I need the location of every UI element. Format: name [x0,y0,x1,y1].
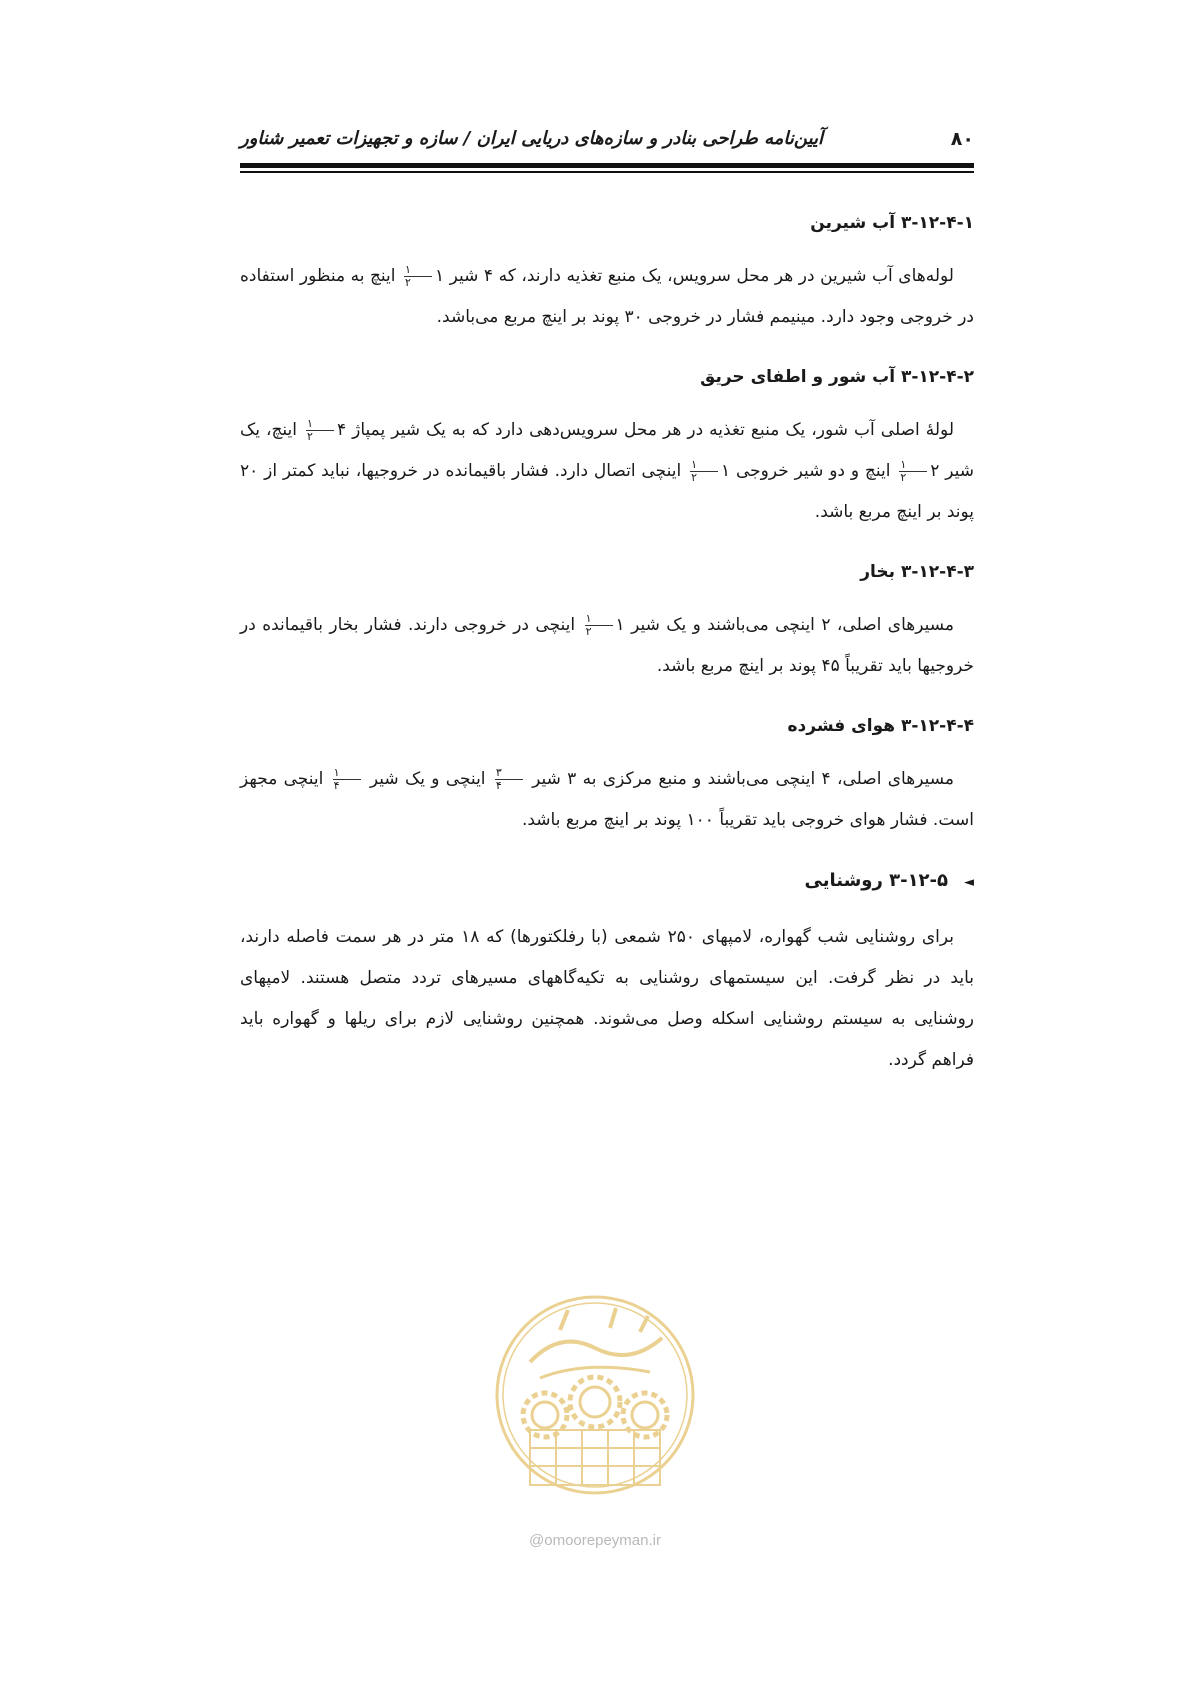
fraction: $\frac{۱}{۲}$ [404,264,432,289]
section-paragraph-steam: مسیرهای اصلی، ۲ اینچی می‌باشند و یک شیر ۱ $\frac{۱}{۲}$ اینچی در خروجی دارند. فشار بخار باقیمانده در خروجیها باید تقریباً ۴۵ پوند بر اینچ مربع باشد. [240,611,974,676]
mixed-fraction: ۴ $\frac{۱}{۲}$ [307,416,347,443]
section-paragraph-salt-water: لولهٔ اصلی آب شور، یک منبع تغذیه در هر محل سرویس‌دهی دارد که به یک شیر پمپاژ ۴ $\frac{۱}{۲}$ اینچ، یک شیر ۲ $\frac{۱}{۲}$ اینچ و دو شیر خروجی ۱ $\frac{۱}{۲}$ اینچی اتصال دارد. فشار باقیمانده در خروجیها، نباید کمتر از ۲۰ پوند بر اینچ مربع باشد. [240,416,974,522]
omoorepeyman-logo-icon [490,1290,700,1505]
fraction: $\frac{۱}{۲}$ [899,459,927,484]
fraction: $\frac{۱}{۲}$ [306,418,334,443]
page-content [240,210,974,1107]
fraction: $\frac{۱}{۴}$ [333,767,361,792]
page-number: ۸۰ [950,128,974,150]
mixed-fraction: ۱ $\frac{۱}{۲}$ [585,611,625,638]
running-title: آیین‌نامه طراحی بنادر و سازه‌های دریایی ایران / سازه و تجهیزات تعمیر شناور [240,128,824,149]
section-heading-lighting: ◄۳-۱۲-۵ روشنایی [240,867,974,897]
section-paragraph-fresh-water: لوله‌های آب شیرین در هر محل سرویس، یک منبع تغذیه دارند، که ۴ شیر ۱ $\frac{۱}{۲}$ اینچ به منظور استفاده در خروجی وجود دارد. مینیمم فشار در خروجی ۳۰ پوند بر اینچ مربع می‌باشد. [240,262,974,327]
fraction: $\frac{۱}{۲}$ [690,459,718,484]
section-heading-compressed-air: ۳-۱۲-۴-۴ هوای فشرده [787,716,974,736]
fraction: $\frac{۱}{۲}$ [585,613,613,638]
watermark-url: @omoorepeyman.ir [529,1532,661,1549]
fraction: $\frac{۳}{۴}$ [495,767,523,792]
section-paragraph-compressed-air: مسیرهای اصلی، ۴ اینچی می‌باشند و منبع مرکزی به ۳ شیر $\frac{۳}{۴}$ اینچی و یک شیر $\frac{۱}{۴}$ اینچی مجهز است. فشار هوای خروجی باید تقریباً ۱۰۰ پوند بر اینچ مربع باشد. [240,765,974,830]
section-heading-fresh-water: ۳-۱۲-۴-۱ آب شیرین [810,213,974,233]
header-rule-thin [240,171,974,173]
mixed-fraction: ۲ $\frac{۱}{۲}$ [900,457,940,484]
mixed-fraction: ۱ $\frac{۱}{۲}$ [691,457,731,484]
section-heading-salt-water: ۳-۱۲-۴-۲ آب شور و اطفای حریق [700,367,974,387]
section-paragraph-lighting: برای روشنایی شب گهواره، لامپهای ۲۵۰ شمعی (با رفلکتورها) که ۱۸ متر در هر سمت فاصله دارند، باید در نظر گرفت. این سیستمهای روشنایی به تکیه‌گاههای مسیرهای تردد متصل هستند. لامپهای روشنایی به سیستم روشنایی اسکله وصل می‌شوند. همچنین روشنایی لازم برای ریلها و گهواره باید فراهم گردد. [240,927,974,1070]
triangle-marker-icon: ◄ [964,875,974,890]
mixed-fraction: ۱ $\frac{۱}{۲}$ [405,262,445,289]
page-header [240,128,974,158]
section-heading-steam: ۳-۱۲-۴-۳ بخار [860,562,974,582]
header-rule-thick [240,163,974,168]
